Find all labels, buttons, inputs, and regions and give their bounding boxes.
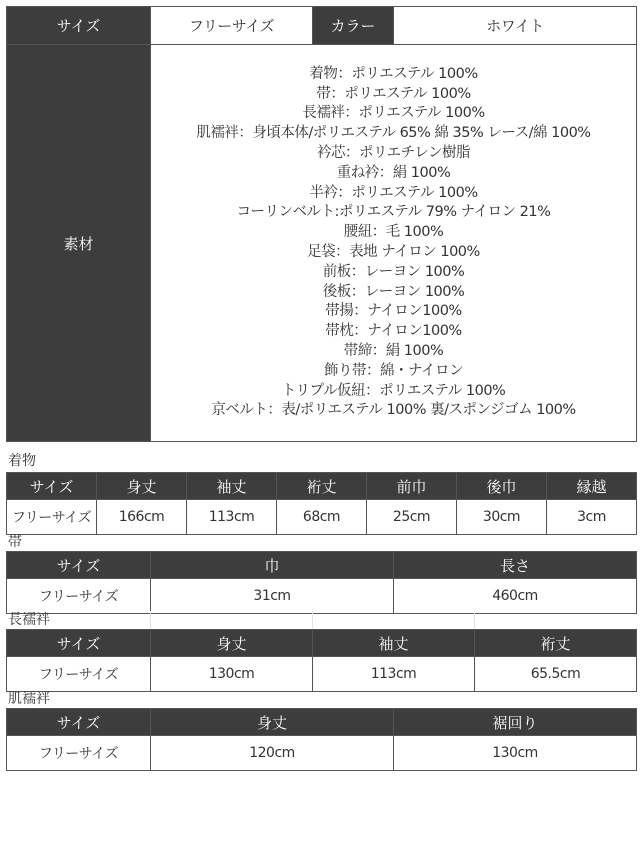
kimono-value-mitake: 166cm [97, 500, 187, 535]
kimono-value-maehaba: 25cm [367, 500, 457, 535]
nagajuban-value-sodetake: 113cm [313, 657, 475, 692]
nagajuban-header-row [7, 630, 637, 657]
nagajuban-header-sodetake: 袖丈 [313, 630, 475, 657]
material-line: 肌襦袢：身頃本体/ポリエステル 65% 綿 35% レース/綿 100% [196, 125, 591, 142]
hadajuban-value-mitake: 120cm [151, 736, 394, 771]
hadajuban-value-size: フリーサイズ [7, 736, 151, 771]
nagajuban-section-title: 長襦袢 [8, 612, 50, 628]
table-row [7, 579, 637, 614]
table-row [7, 657, 637, 692]
nagajuban-value-size: フリーサイズ [7, 657, 151, 692]
hadajuban-header-size: サイズ [7, 709, 151, 736]
material-line: コーリンベルト:ポリエステル 79% ナイロン 21% [236, 204, 551, 221]
obi-header-nagasa: 長さ [394, 552, 637, 579]
kimono-value-ushirohaba: 30cm [457, 500, 547, 535]
kimono-value-sodetake: 113cm [187, 500, 277, 535]
obi-section-title: 帯 [8, 534, 22, 550]
material-line: 飾り帯：綿・ナイロン [324, 362, 463, 379]
material-line: 長襦袢：ポリエステル 100% [302, 105, 485, 122]
nagajuban-size-table [6, 629, 637, 692]
spec-row-size-color [7, 7, 637, 45]
divider [474, 611, 475, 629]
material-line: 帯枕：ナイロン100% [325, 323, 462, 340]
size-value: フリーサイズ [151, 7, 313, 45]
table-row [7, 736, 637, 771]
material-list-cell [151, 45, 637, 442]
material-line: 半衿：ポリエステル 100% [309, 184, 478, 201]
hadajuban-section-title: 肌襦袢 [8, 691, 50, 707]
nagajuban-header-yukitake: 裄丈 [475, 630, 637, 657]
material-list [151, 65, 636, 421]
table-row [7, 500, 637, 535]
nagajuban-header-mitake: 身丈 [151, 630, 313, 657]
kimono-value-size: フリーサイズ [7, 500, 97, 535]
kimono-header-ushirohaba: 後巾 [457, 473, 547, 500]
spec-table [6, 6, 637, 442]
hadajuban-size-table [6, 708, 637, 771]
material-line: 帯揚：ナイロン100% [325, 303, 462, 320]
nagajuban-header-size: サイズ [7, 630, 151, 657]
material-line: 帯：ポリエステル 100% [316, 85, 471, 102]
kimono-header-yukitake: 裄丈 [277, 473, 367, 500]
material-label: 素材 [7, 45, 151, 442]
kimono-section-title: 着物 [8, 453, 36, 469]
material-line: 後板：レーヨン 100% [322, 283, 465, 300]
nagajuban-value-yukitake: 65.5cm [475, 657, 637, 692]
obi-value-size: フリーサイズ [7, 579, 151, 614]
obi-value-nagasa: 460cm [394, 579, 637, 614]
material-line: 前板：レーヨン 100% [322, 263, 465, 280]
kimono-header-mitake: 身丈 [97, 473, 187, 500]
kimono-size-table [6, 472, 637, 535]
obi-header-size: サイズ [7, 552, 151, 579]
material-line: 足袋：表地 ナイロン 100% [307, 244, 480, 260]
spec-row-material [7, 45, 637, 442]
divider [150, 611, 151, 629]
material-line: 重ね衿：絹 100% [336, 164, 451, 181]
kimono-header-row [7, 473, 637, 500]
hadajuban-value-susomawari: 130cm [394, 736, 637, 771]
color-value: ホワイト [394, 7, 637, 45]
material-line: 衿芯：ポリエチレン樹脂 [316, 145, 471, 162]
material-line: 着物：ポリエステル 100% [309, 65, 478, 82]
material-line: トリプル仮紐：ポリエステル 100% [281, 382, 506, 399]
color-label: カラー [313, 7, 394, 45]
kimono-header-sodetake: 袖丈 [187, 473, 277, 500]
kimono-header-maehaba: 前巾 [367, 473, 457, 500]
divider [312, 611, 313, 629]
obi-header-row [7, 552, 637, 579]
material-line: 帯締：絹 100% [343, 342, 444, 359]
obi-value-haba: 31cm [151, 579, 394, 614]
hadajuban-header-mitake: 身丈 [151, 709, 394, 736]
material-line: 京ベルト：表/ポリエステル 100% 裏/スポンジゴム 100% [211, 402, 576, 419]
material-line: 腰紐：毛 100% [343, 224, 444, 241]
size-label: サイズ [7, 7, 151, 45]
hadajuban-header-row [7, 709, 637, 736]
hadajuban-header-susomawari: 裾回り [394, 709, 637, 736]
kimono-header-size: サイズ [7, 473, 97, 500]
obi-header-haba: 巾 [151, 552, 394, 579]
obi-size-table [6, 551, 637, 614]
kimono-value-fuchigoshi: 3cm [547, 500, 637, 535]
nagajuban-value-mitake: 130cm [151, 657, 313, 692]
kimono-value-yukitake: 68cm [277, 500, 367, 535]
kimono-header-fuchigoshi: 縁越 [547, 473, 637, 500]
